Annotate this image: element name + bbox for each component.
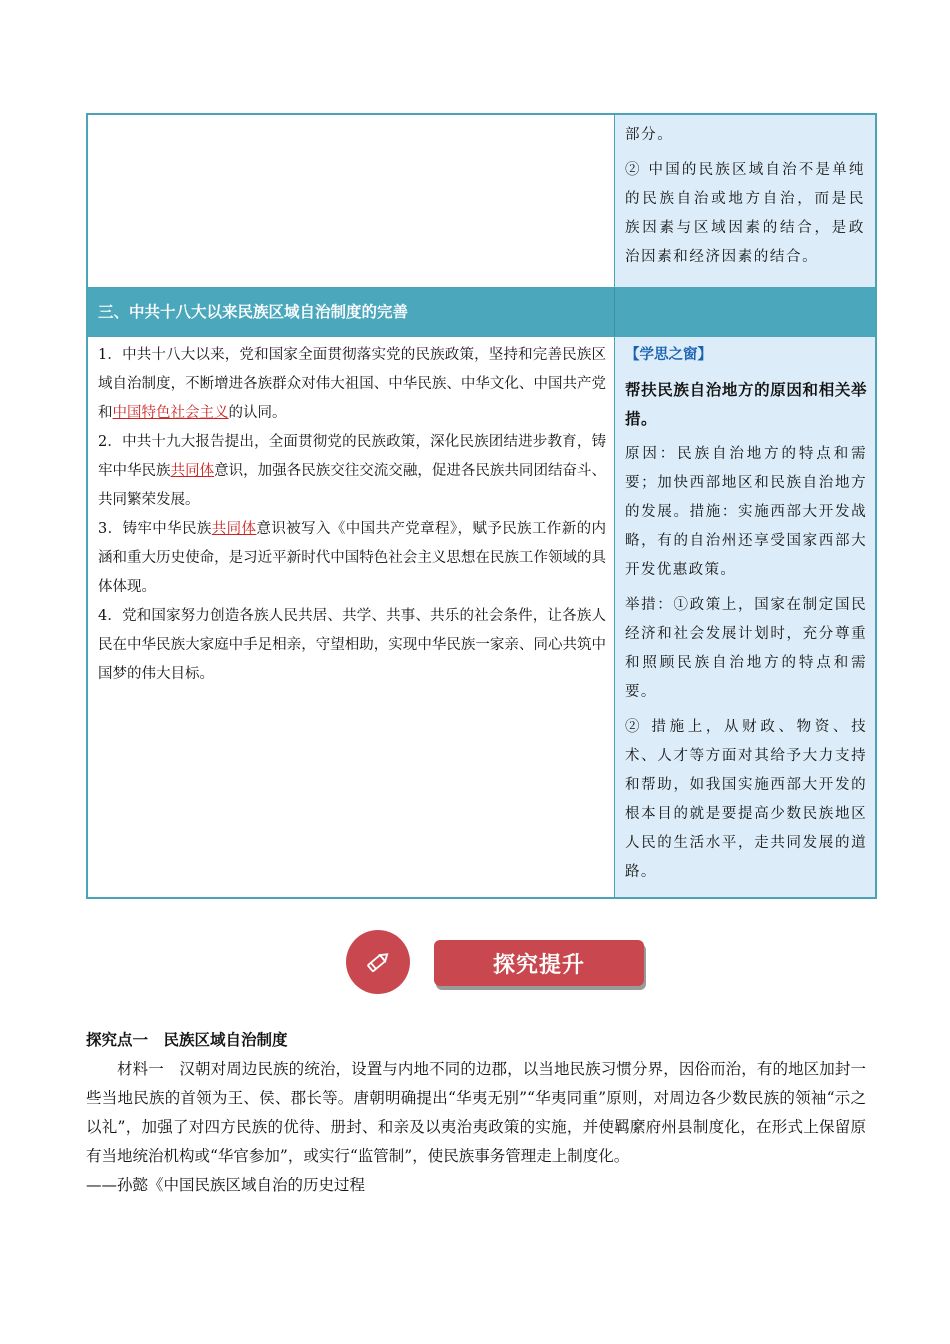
content-table [86,113,877,899]
table-row-main [88,336,875,897]
material-paragraph: 材料一 汉朝对周边民族的统治，设置与内地不同的边郡，以当地民族习惯分界，因俗而治，有的地区加封一些当地民族的首领为王、侯、郡长等。唐朝明确提出“华夷无别”“华夷同重”原则，对周边各少数民族的领袖“示之以礼”，加强了对四方民族的优待、册封、和亲及以夷治夷政策的实施，并使羁縻府州县制度化，在形式上保留原有当地统治机构或“华官参加”，或实行“监管制”，使民族事务管理走上制度化。 [86,1060,866,1165]
text-span: 2．中共十九大报告提出，全面贯彻党的民族政策，深化民族团结进步教育，铸牢中华民族 [98,434,606,479]
text-span: 的认同。 [228,405,287,421]
list-item [98,515,606,602]
inquiry-section [86,1026,866,1200]
sidebar-text: 部分。 [625,127,674,143]
text-span: 1．中共十八大以来，党和国家全面贯彻落实党的民族政策，坚持和完善民族区域自治制度，不断增进各族群众对伟大祖国、中华民族、中华文化、中国共产党和 [98,347,606,421]
section-header-empty [614,288,875,336]
material-source: ——孙懿《中国民族区域自治的历史过程 [86,1176,366,1194]
text-span: 4．党和国家努力创造各族人民共居、共学、共事、共乐的社会条件，让各族人民在中华民族大家庭中手足相亲，守望相助，实现中华民族一家亲、同心共筑中国梦的伟大目标。 [98,608,606,682]
section-header: 三、中共十八大以来民族区域自治制度的完善 [98,303,409,321]
sidebar-paragraph: ② 措施上，从财政、物资、技术、人才等方面对其给予大力支持和帮助，如我国实施西部大开发的根本目的就是要提高少数民族地区人民的生活水平，走共同发展的道路。 [625,719,867,880]
list-item [98,341,606,428]
list-item [98,602,606,689]
banner-label-box [434,940,644,986]
sidebar-text: ② 中国的民族区域自治不是单纯的民族自治或地方自治，而是民族因素与区域因素的结合，是政治因素和经济因素的结合。 [625,162,865,265]
sidebar-cell [614,337,875,897]
list-item [98,428,606,515]
keyword-link[interactable]: 共同体 [211,521,257,537]
sidebar-tag: 【学思之窗】 [625,347,712,363]
keyword-link[interactable]: 共同体 [170,463,215,479]
section-header-row [88,288,875,336]
text-span: 3．铸牢中华民族 [98,521,212,537]
pencil-icon [346,930,410,994]
banner-label: 探究提升 [492,952,585,978]
text-span: 意识，加强各民族交往交流交融，促进各民族共同团结奋斗、共同繁荣发展。 [98,463,607,508]
main-content-cell [88,337,614,897]
sidebar-paragraph: 原因：民族自治地方的特点和需要；加快西部地区和民族自治地方的发展。措施：实施西部大开发战略，有的自治州还享受国家西部大开发优惠政策。 [625,446,867,578]
table-row-continuation [88,115,875,288]
sidebar-tag-line [625,341,867,370]
sidebar-continuation [614,115,875,287]
sidebar-title: 帮扶民族自治地方的原因和相关举措。 [625,381,867,428]
inquiry-point-title: 探究点一 民族区域自治制度 [86,1031,288,1049]
section-banner [346,930,646,1000]
text-span: 意识被写入《中国共产党章程》，赋予民族工作新的内涵和重大历史使命，是习近平新时代中国特色社会主义思想在民族工作领域的具体体现。 [98,521,607,595]
empty-left-cell [88,115,614,287]
keyword-link[interactable]: 中国特色社会主义 [112,405,229,421]
sidebar-paragraph: 举措：①政策上，国家在制定国民经济和社会发展计划时，充分尊重和照顾民族自治地方的特点和需要。 [625,597,867,700]
